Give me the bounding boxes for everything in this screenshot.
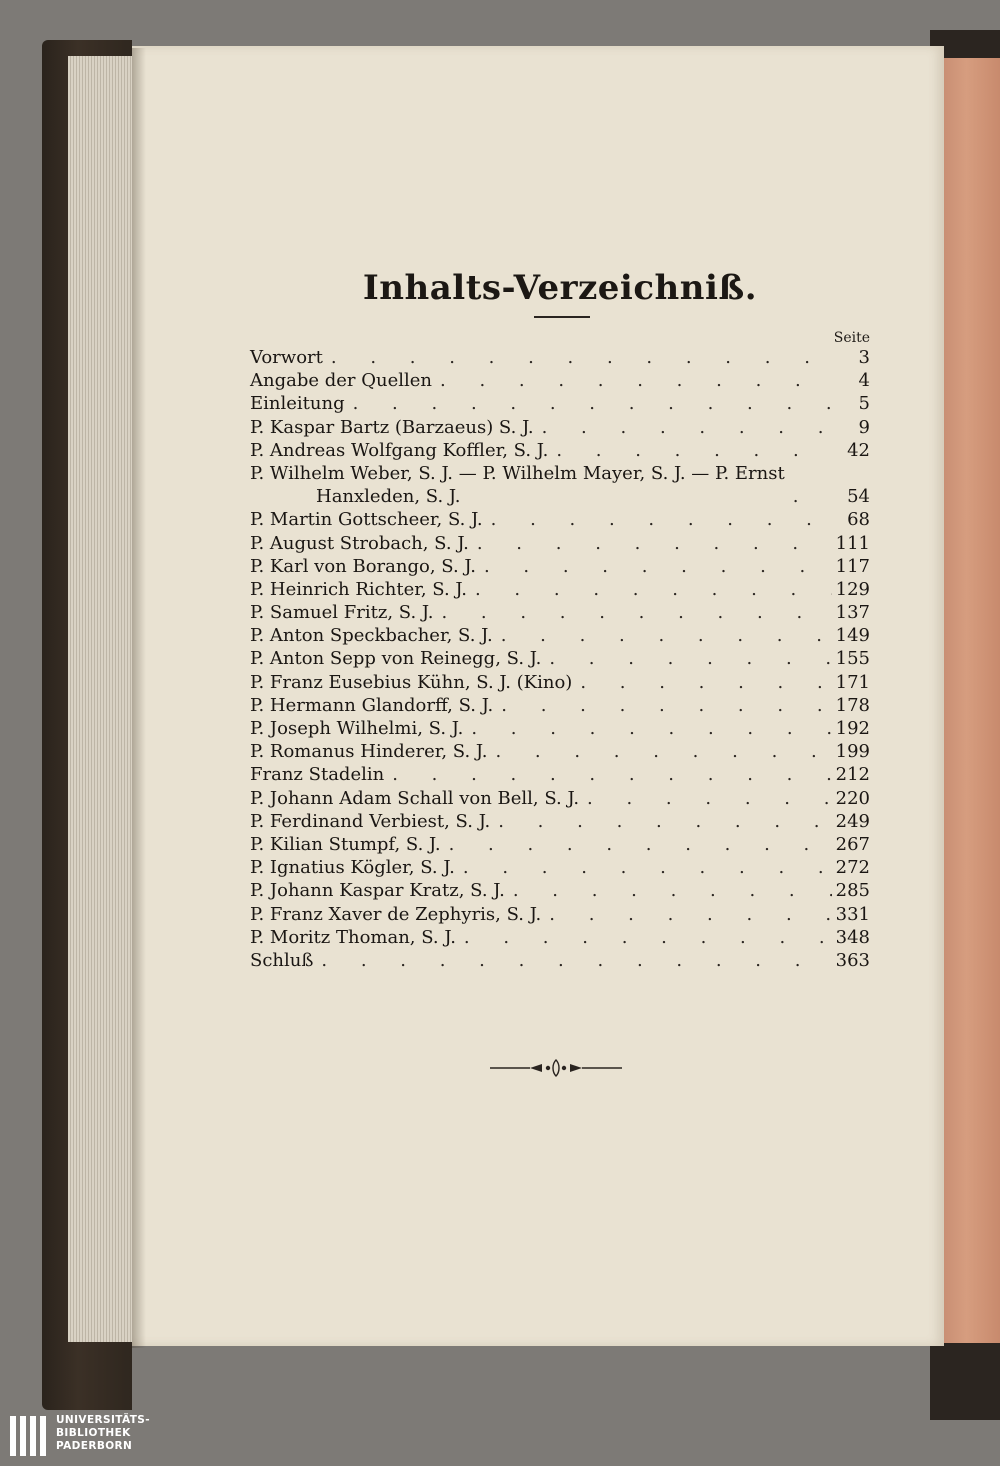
toc-entry-title: P. Andreas Wolfgang Koffler, S. J. — [250, 439, 549, 461]
toc-entry-title: Angabe der Quellen — [250, 370, 433, 392]
toc-entry-page-number: 4 — [858, 370, 870, 392]
toc-entry — [250, 508, 870, 531]
toc-entry-title: P. Ignatius Kögler, S. J. — [250, 857, 455, 879]
library-name — [56, 1414, 150, 1453]
toc-entry-title: P. Franz Xaver de Zephyris, S. J. — [250, 903, 542, 925]
toc-entry — [250, 416, 870, 439]
library-name-line: UNIVERSITÄTS- — [56, 1414, 151, 1426]
dot-leader — [534, 416, 832, 439]
toc-entry — [250, 601, 870, 624]
dot-leader — [441, 833, 832, 856]
toc-entry-page-number: 199 — [835, 741, 870, 763]
toc-entry-page-number: 220 — [835, 787, 870, 809]
toc-entry-title: P. Kaspar Bartz (Barzaeus) S. J. — [250, 416, 534, 438]
toc-entry-title: Schluß — [250, 949, 314, 971]
toc-entry-title: P. Martin Gottscheer, S. J. — [250, 509, 483, 531]
facing-page-edge — [944, 58, 1000, 1343]
toc-entry-title: P. Hermann Glandorff, S. J. — [250, 694, 494, 716]
toc-entry — [250, 694, 870, 717]
toc-entry-page-number: 267 — [835, 833, 870, 855]
dot-leader — [456, 926, 832, 949]
toc-entry-title: P. Franz Eusebius Kühn, S. J. (Kino) — [250, 671, 573, 693]
dot-leader — [579, 787, 832, 810]
table-of-contents — [250, 346, 870, 972]
toc-entry-title: P. Anton Speckbacher, S. J. — [250, 625, 493, 647]
toc-entry — [250, 810, 870, 833]
dot-leader — [313, 949, 831, 972]
toc-entry — [250, 903, 870, 926]
toc-entry — [250, 740, 870, 763]
toc-entry-title: P. August Strobach, S. J. — [250, 532, 469, 554]
toc-entry-title: P. Johann Kaspar Kratz, S. J. — [250, 880, 505, 902]
toc-entry-page-number: 249 — [835, 810, 870, 832]
toc-entry-page-number: 9 — [858, 416, 870, 438]
toc-entry-page-number: 171 — [835, 671, 870, 693]
toc-entry — [250, 833, 870, 856]
dot-leader — [323, 346, 832, 369]
toc-entry-page-number: 149 — [835, 625, 870, 647]
dot-leader — [493, 694, 831, 717]
toc-entry — [250, 717, 870, 740]
dot-leader — [541, 647, 831, 670]
toc-entry — [250, 763, 870, 786]
toc-entry — [250, 856, 870, 879]
dot-leader — [572, 671, 831, 694]
toc-entry-title: P. Johann Adam Schall von Bell, S. J. — [250, 787, 580, 809]
spine-shadow — [132, 48, 146, 1348]
dot-leader — [467, 578, 832, 601]
toc-entry-page-number: 348 — [835, 926, 870, 948]
dot-leader — [505, 879, 832, 902]
dot-leader — [463, 717, 831, 740]
toc-entry-title: P. Joseph Wilhelmi, S. J. — [250, 718, 464, 740]
toc-entry — [250, 624, 870, 647]
toc-entry — [250, 671, 870, 694]
toc-entry-page-number: 5 — [858, 393, 870, 415]
toc-entry-title: P. Heinrich Richter, S. J. — [250, 578, 467, 600]
toc-entry — [250, 949, 870, 972]
dot-leader — [493, 624, 832, 647]
toc-entry-page-number: 212 — [835, 764, 870, 786]
toc-entry-title: P. Ferdinand Verbiest, S. J. — [250, 810, 491, 832]
dot-leader — [469, 532, 832, 555]
page-stack-edge — [68, 56, 134, 1342]
toc-entry-title: P. Wilhelm Weber, S. J. — P. Wilhelm Mayer, S. J. — P. Ernst — [250, 462, 785, 484]
dot-leader — [483, 508, 832, 531]
toc-entry-page-number: 137 — [835, 602, 870, 624]
toc-entry — [250, 369, 870, 392]
dot-leader — [384, 763, 831, 786]
toc-entry-title: Franz Stadelin — [250, 764, 385, 786]
toc-entry — [250, 532, 870, 555]
toc-entry-title: P. Samuel Fritz, S. J. — [250, 602, 434, 624]
toc-entry — [250, 578, 870, 601]
toc-entry-title: P. Karl von Borango, S. J. — [250, 555, 476, 577]
toc-entry-title: Einleitung — [250, 393, 345, 415]
toc-entry-title: Vorwort — [250, 347, 323, 368]
toc-entry — [250, 555, 870, 578]
toc-entry — [250, 647, 870, 670]
dot-leader — [487, 740, 831, 763]
toc-entry-title: P. Anton Sepp von Reinegg, S. J. — [250, 648, 542, 670]
dot-leader — [455, 856, 832, 879]
toc-entry-page-number: 272 — [835, 857, 870, 879]
toc-entry-page-number: 129 — [835, 578, 870, 600]
toc-entry-page-number: 111 — [835, 532, 870, 554]
toc-entry — [250, 346, 870, 369]
dot-leader — [785, 485, 832, 508]
toc-entry — [250, 392, 870, 415]
dot-leader — [541, 903, 831, 926]
toc-entry-title: P. Kilian Stumpf, S. J. — [250, 833, 441, 855]
toc-entry-page-number: 178 — [835, 694, 870, 716]
toc-entry-title-block — [250, 462, 785, 508]
toc-entry — [250, 787, 870, 810]
toc-entry-page-number: 42 — [847, 439, 870, 461]
toc-entry-title-continued: Hanxleden, S. J. — [316, 486, 461, 508]
toc-entry-page-number: 68 — [847, 509, 870, 531]
toc-entry — [250, 462, 870, 508]
dot-leader — [432, 369, 832, 392]
dot-leader — [490, 810, 831, 833]
toc-entry-page-number: 155 — [835, 648, 870, 670]
heading-rule — [534, 316, 590, 318]
toc-entry-page-number: 285 — [835, 880, 870, 902]
dot-leader — [433, 601, 831, 624]
toc-entry-title: P. Romanus Hinderer, S. J. — [250, 741, 488, 763]
toc-entry-page-number: 117 — [835, 555, 870, 577]
decorative-divider-icon — [490, 1058, 622, 1078]
dot-leader — [476, 555, 832, 578]
dot-leader — [548, 439, 832, 462]
toc-entry-page-number: 3 — [858, 347, 870, 368]
toc-entry — [250, 439, 870, 462]
toc-entry-title: P. Moritz Thoman, S. J. — [250, 926, 456, 948]
toc-entry-page-number: 192 — [835, 718, 870, 740]
library-name-line: BIBLIOTHEK — [56, 1427, 131, 1439]
toc-entry — [250, 926, 870, 949]
toc-entry-page-number: 331 — [835, 903, 870, 925]
toc-heading: Inhalts-Verzeichniß. — [362, 268, 758, 308]
toc-entry-page-number: 54 — [847, 486, 870, 508]
library-name-line: PADERBORN — [56, 1440, 133, 1452]
toc-entry-page-number: 363 — [835, 949, 870, 971]
library-logo-icon — [8, 1414, 52, 1458]
page-column-label: Seite — [833, 330, 870, 346]
toc-entry — [250, 879, 870, 902]
dot-leader — [345, 392, 832, 415]
